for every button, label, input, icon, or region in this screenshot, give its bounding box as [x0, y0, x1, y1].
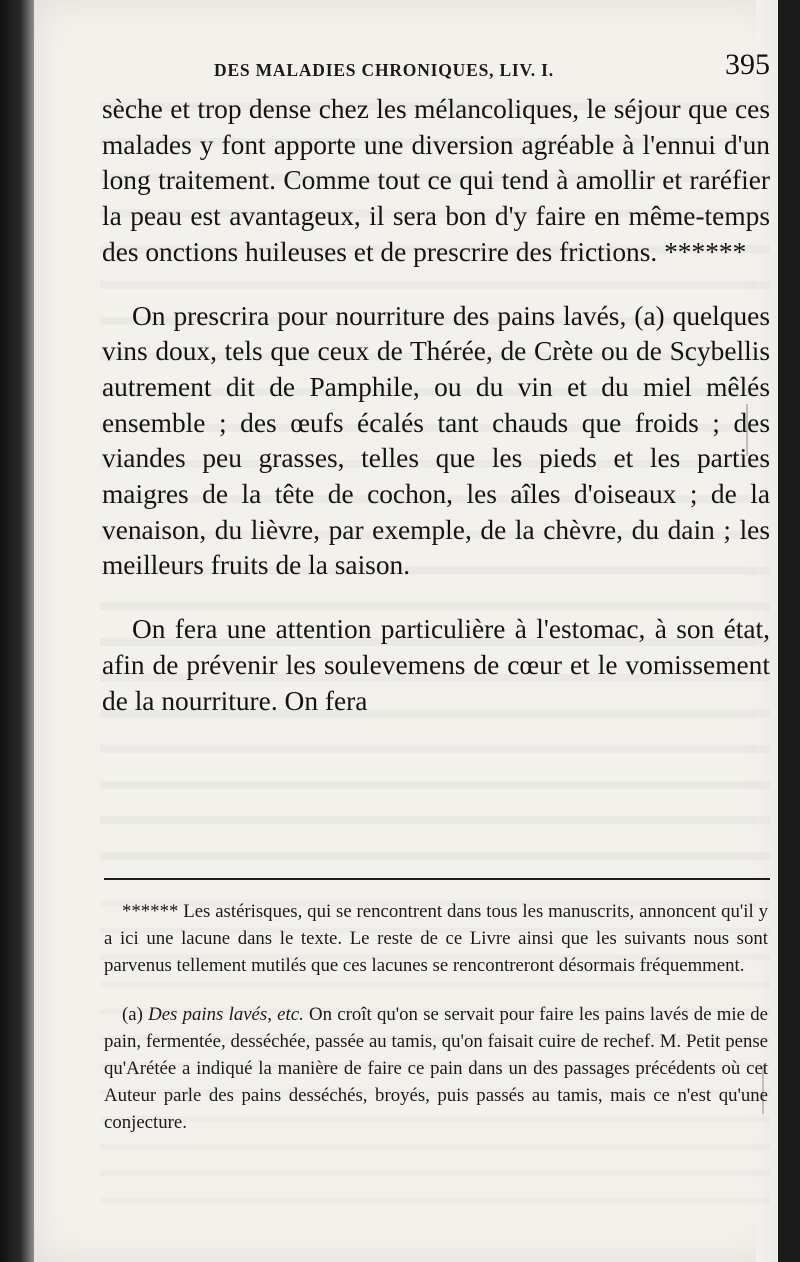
footnote-separator	[104, 878, 770, 880]
footnote-marker: ******	[122, 901, 179, 922]
book-page	[34, 0, 778, 1262]
page-number: 395	[725, 48, 770, 81]
footnote-text: On croît qu'on se servait pour faire les pains lavés de mie de pain, fermentée, desséchée, passée au tamis, qu'on faisait cuire de rechef. M. Petit pense qu'Arétée a indiqué la manière de faire ce pain dans un des passages précédents où cet Auteur parle des pains desséchés, broyés, puis passés au tamis, mais ce n'est qu'une conjecture.	[104, 1004, 768, 1133]
scan-left-edge	[0, 0, 34, 1262]
footnote-lemma: Des pains lavés, etc.	[148, 1004, 304, 1025]
page-header	[184, 50, 772, 90]
footnotes	[104, 898, 768, 1136]
paragraph: On prescrira pour nourriture des pains lavés, (a) quelques vins doux, tels que ceux de Thérée, de Crète ou de Scybellis autrement dit de Pamphile, ou du vin et du miel mêlés ensemble ; des œufs écalés tant chauds que froids ; des viandes peu grasses, telles que les pieds et les parties maigres de la tête de cochon, les aîles d'oiseaux ; de la venaison, du lièvre, par exemple, de la chèvre, du dain ; les meilleurs fruits de la saison.	[102, 300, 770, 581]
main-text	[102, 92, 770, 719]
footnote-asterisks	[104, 898, 768, 979]
running-head: DES MALADIES CHRONIQUES, LIV. I.	[214, 60, 554, 80]
footnote-text: Les astérisques, qui se rencontrent dans tous les manuscrits, annoncent qu'il y a ici une lacune dans le texte. Le reste de ce Livre ainsi que les suivants nous sont parvenus tellement mutilés que ces lacunes se rencontreront désormais fréquemment.	[104, 901, 768, 976]
footnote-marker: (a)	[122, 1004, 143, 1025]
paragraph: sèche et trop dense chez les mélancoliques, le séjour que ces malades y font apporte une diversion agréable à l'ennui d'un long traitement. Comme tout ce qui tend à amollir et raréfier la peau est avantageux, il sera bon d'y faire en même-temps des onctions huileuses et de prescrire des frictions. ******	[102, 94, 770, 267]
paragraph: On fera une attention particulière à l'estomac, à son état, afin de prévenir les soulevemens de cœur et le vomissement de la nourriture. On fera	[102, 614, 770, 716]
footnote-a	[104, 1001, 768, 1136]
